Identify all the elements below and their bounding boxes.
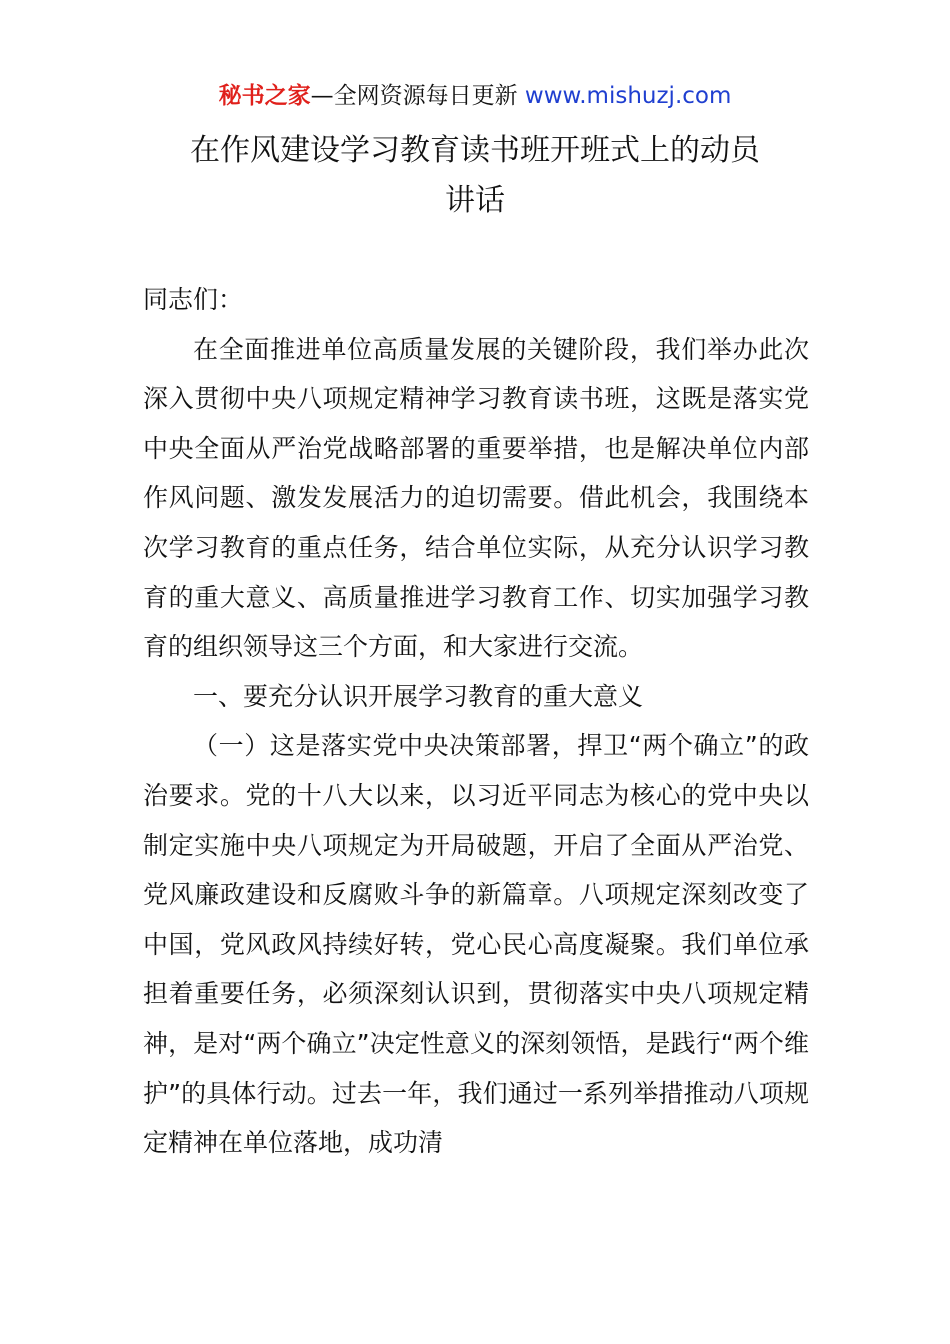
intro-paragraph: 在全面推进单位高质量发展的关键阶段，我们举办此次深入贯彻中央八项规定精神学习教育读书班，这既是落实党中央全面从严治党战略部署的重要举措，也是解决单位内部作风问题、激发发展活力的迫切需要。借此机会，我围绕本次学习教育的重点任务，结合单位实际，从充分认识学习教育的重大意义、高质量推进学习教育工作、切实加强学习教育的组织领导这三个方面，和大家进行交流。 [143, 334, 809, 662]
document-title [95, 126, 855, 226]
subsection-paragraph-1: （一）这是落实党中央决策部署，捍卫“两个确立”的政治要求。党的十八大以来，以习近平同志为核心的党中央以制定实施中央八项规定为开局破题，开启了全面从严治党、党风廉政建设和反腐败斗争的新篇章。八项规定深刻改变了中国，党风政风持续好转，党心民心高度凝聚。我们单位承担着重要任务，必须深刻认识到，贯彻落实中央八项规定精神，是对“两个确立”决定性意义的深刻领悟，是践行“两个维护”的具体行动。过去一年，我们通过一系列举措推动八项规定精神在单位落地，成功清 [143, 731, 809, 1158]
site-slogan: —全网资源每日更新 [310, 83, 518, 109]
document-title-line-2: 讲话 [445, 183, 505, 218]
site-url-link[interactable]: www.mishuzj.com [524, 83, 732, 109]
site-name: 秘书之家 [218, 83, 311, 109]
salutation: 同志们： [143, 285, 244, 314]
document-body [143, 275, 809, 1168]
document-title-line-1: 在作风建设学习教育读书班开班式上的动员 [190, 133, 760, 168]
section-heading-1: 一、要充分认识开展学习教育的重大意义 [193, 681, 644, 711]
site-header [0, 80, 950, 112]
